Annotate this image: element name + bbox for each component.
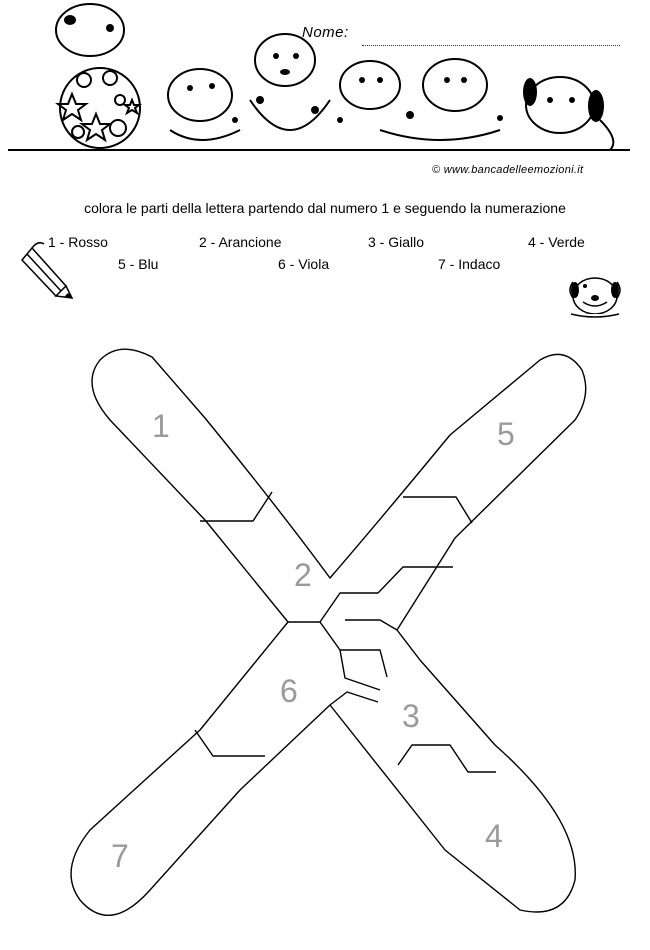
number-6: 6 xyxy=(280,673,298,709)
legend-item-6: 6 - Viola xyxy=(278,256,330,272)
number-7: 7 xyxy=(111,838,129,874)
number-4: 4 xyxy=(485,818,503,854)
legend-item-7: 7 - Indaco xyxy=(438,256,501,272)
legend-item-3: 3 - Giallo xyxy=(368,234,425,250)
number-2: 2 xyxy=(294,557,312,593)
legend-item-4: 4 - Verde xyxy=(528,234,585,250)
name-label: Nome: xyxy=(302,24,349,41)
legend-item-2: 2 - Arancione xyxy=(199,234,282,250)
copyright-text: © www.bancadelleemozioni.it xyxy=(432,164,584,176)
instruction-text: colora le parti della lettera partendo dal numero 1 e seguendo la numerazione xyxy=(84,200,566,216)
legend-item-5: 5 - Blu xyxy=(118,256,159,272)
number-5: 5 xyxy=(497,416,515,452)
number-1: 1 xyxy=(152,408,170,444)
puppy-face-icon xyxy=(565,268,625,320)
pencil-icon xyxy=(18,238,78,304)
name-field[interactable] xyxy=(362,45,620,46)
legend-item-1: 1 - Rosso xyxy=(48,234,108,250)
number-3: 3 xyxy=(402,698,420,734)
